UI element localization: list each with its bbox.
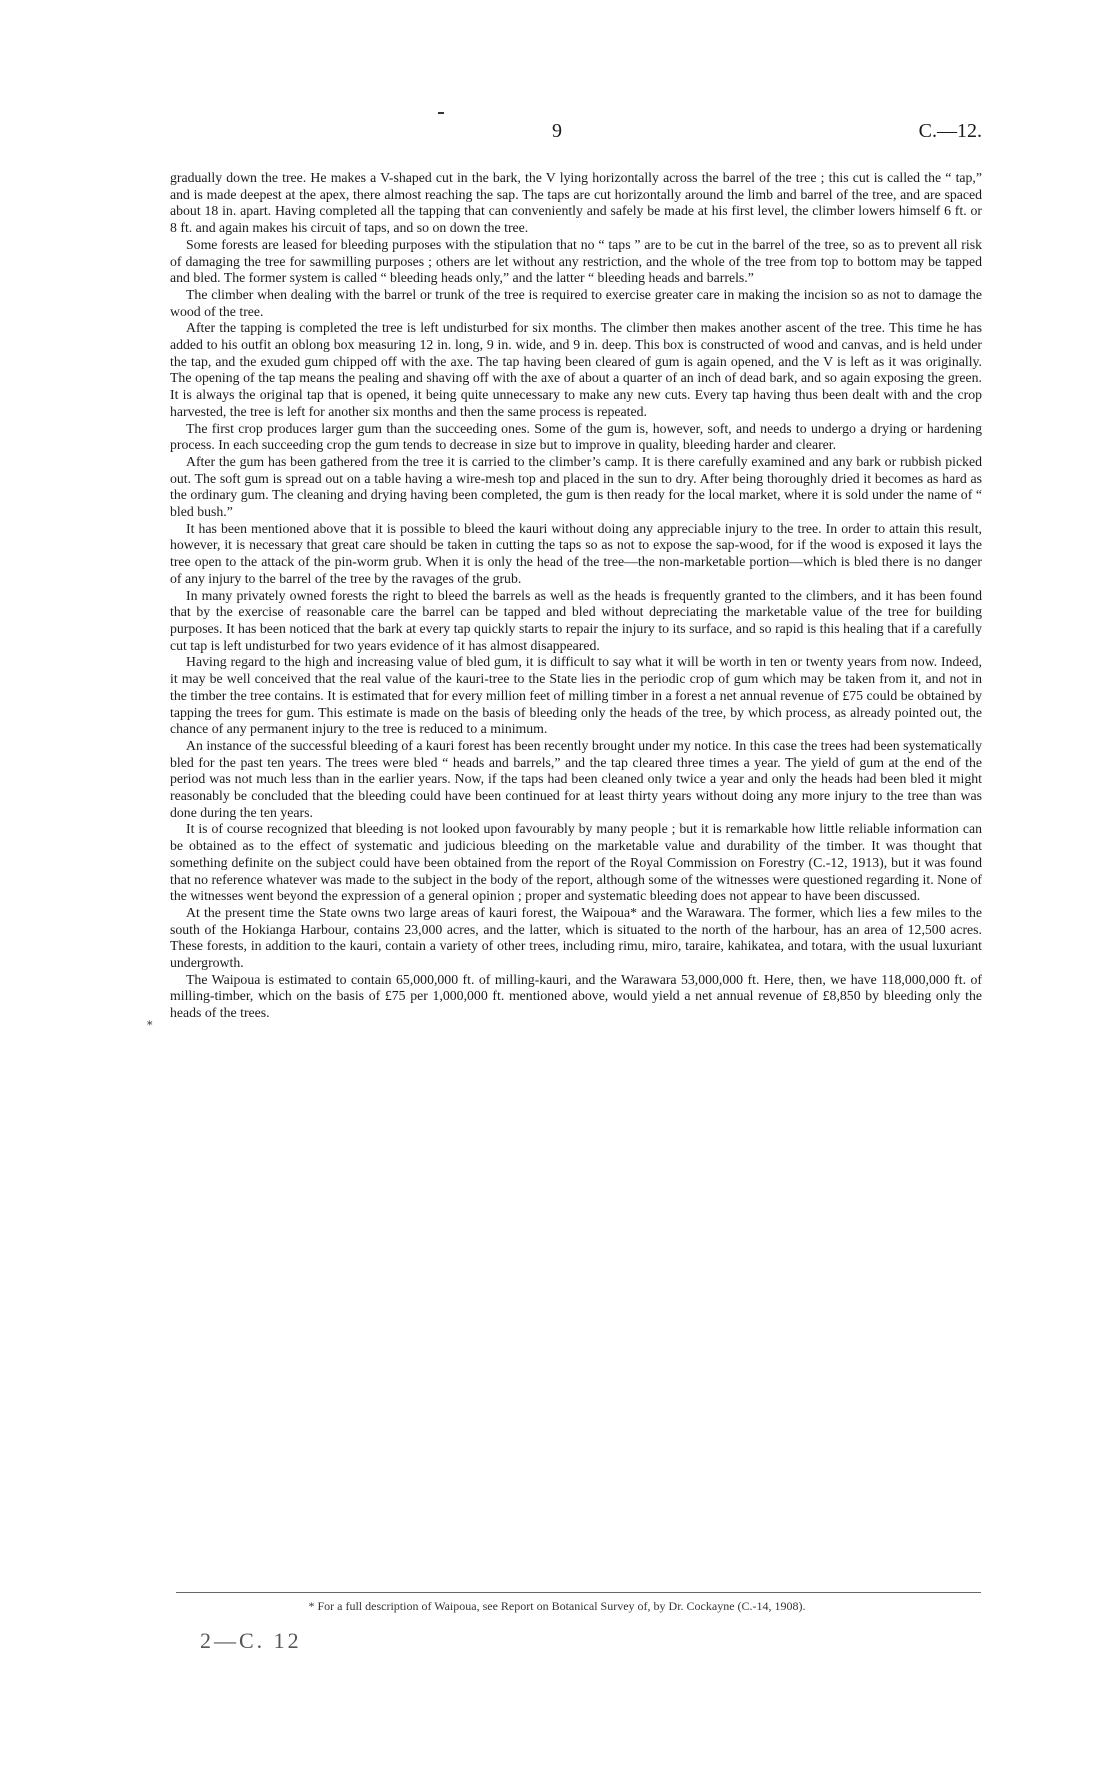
paragraph: At the present time the State owns two large areas of kauri forest, the Waipoua* and the Warawara. The former, which lies a few miles to the south of the Hokianga Harbour, contains 23,000 acres, and the latter, which is situated to the north of the harbour, has an area of 12,500 acres. These forests, in addition to the kauri, contain a variety of other trees, including rimu, miro, taraire, kahikatea, and totara, with the usual luxuriant undergrowth. [170, 904, 982, 971]
page-header [0, 120, 1114, 150]
paragraph: The Waipoua is estimated to contain 65,000,000 ft. of milling-kauri, and the Warawara 53,000,000 ft. Here, then, we have 118,000,000 ft. of milling-timber, which on the basis of £75 per 1,000,000 ft. mentioned above, would yield a net annual revenue of £8,850 by bleeding only the heads of the trees. [170, 971, 982, 1021]
stray-mark [438, 112, 444, 114]
paragraph: In many privately owned forests the right to bleed the barrels as well as the heads is frequently granted to the climbers, and it has been found that by the exercise of reasonable care the barrel can be tapped and bled without depreciating the marketable value of the tree for building purposes. It has been noticed that the bark at every tap quickly starts to repair the injury to its surface, and so rapid is this healing that if a carefully cut tap is left undisturbed for two years evidence of it has almost disappeared. [170, 587, 982, 653]
body-text [170, 170, 982, 1022]
page-number: 9 [552, 120, 562, 142]
paragraph: Having regard to the high and increasing value of bled gum, it is difficult to say what it will be worth in ten or twenty years from now. Indeed, it may be well conceived that the real value of the kauri-tree to the State lies in the periodic crop of gum which may be taken from it, and not in the timber the tree contains. It is estimated that for every million feet of milling timber in a forest a net annual revenue of £75 could be obtained by tapping the trees for gum. This estimate is made on the basis of bleeding only the heads of the tree, by which process, as already pointed out, the chance of any permanent injury to the tree is reduced to a minimum. [170, 654, 982, 737]
paragraph: It has been mentioned above that it is possible to bleed the kauri without doing any appreciable injury to the tree. In order to attain this result, however, it is necessary that great care should be taken in cutting the taps so as not to expose the sap-wood, for if the wood is exposed it lays the tree open to the attack of the pin-worm grub. When it is only the head of the tree—the non-marketable portion—which is bled there is no danger of any injury to the barrel of the tree by the ravages of the grub. [170, 520, 982, 586]
paragraph: It is of course recognized that bleeding is not looked upon favourably by many people ; but it is remarkable how little reliable information can be obtained as to the effect of systematic and judicious bleeding on the marketable value and durability of the timber. It was thought that something definite on the subject could have been obtained from the report of the Royal Commission on Forestry (C.-12, 1913), but it was found that no reference whatever was made to the subject in the body of the report, although some of the witnesses were questioned regarding it. None of the witnesses went beyond the expression of a general opinion ; proper and systematic bleeding does not appear to have been discussed. [170, 821, 982, 904]
paragraph: Some forests are leased for bleeding purposes with the stipulation that no “ taps ” are to be cut in the barrel of the tree, so as to prevent all risk of damaging the tree for sawmilling purposes ; others are let without any restriction, and the whole of the tree from top to bottom may be tapped and bled. The former system is called “ bleeding heads only,” and the latter “ bleeding heads and barrels.” [170, 236, 982, 286]
paragraph: After the gum has been gathered from the tree it is carried to the climber’s camp. It is there carefully examined and any bark or rubbish picked out. The soft gum is spread out on a table having a wire-mesh top and placed in the sun to dry. After being thoroughly dried it becomes as hard as the ordinary gum. The cleaning and drying having been completed, the gum is then ready for the local market, where it is sold under the name of “ bled bush.” [170, 453, 982, 520]
paragraph: gradually down the tree. He makes a V-shaped cut in the bark, the V lying horizontally across the barrel of the tree ; this cut is called the “ tap,” and is made deepest at the apex, there almost reaching the sap. The taps are cut horizontally around the limb and barrel of the tree, and are spaced about 18 in. apart. Having completed all the tapping that can conveniently and safely be made at his first level, the climber lowers himself 6 ft. or 8 ft. and again makes his circuit of taps, and so on down the tree. [170, 170, 982, 236]
footnote: * For a full description of Waipoua, see Report on Botanical Survey of, by Dr. Cockayne (C.-14, 1908). [308, 1599, 806, 1613]
footnote-divider [176, 1592, 981, 1593]
paragraph: An instance of the successful bleeding of a kauri forest has been recently brought under my notice. In this case the trees had been systematically bled for the past ten years. The trees were bled “ heads and barrels,” and the tap cleared three times a year. The yield of gum at the end of the period was not much less than in the earlier years. Now, if the taps had been cleaned only twice a year and only the heads had been bled it might reasonably be concluded that the bleeding could have been continued for at least thirty years without doing any more injury to the tree than was done during the ten years. [170, 737, 982, 820]
signature-mark: 2—C. 12 [200, 1628, 302, 1653]
document-reference: C.—12. [918, 120, 982, 142]
margin-mark-icon: ⁎ [147, 1016, 153, 1028]
paragraph: The first crop produces larger gum than the succeeding ones. Some of the gum is, however, soft, and needs to undergo a drying or hardening process. In each succeeding crop the gum tends to decrease in size but to improve in quality, bleeding harder and clearer. [170, 420, 982, 453]
paragraph: The climber when dealing with the barrel or trunk of the tree is required to exercise greater care in making the incision so as not to damage the wood of the tree. [170, 286, 982, 319]
paragraph: After the tapping is completed the tree is left undisturbed for six months. The climber then makes another ascent of the tree. This time he has added to his outfit an oblong box measuring 12 in. long, 9 in. wide, and 9 in. deep. This box is constructed of wood and canvas, and is held under the tap, and the exuded gum chipped off with the axe. The tap having been cleared of gum is again opened, and the V is left as it was originally. The opening of the tap means the pealing and shaving off with the axe of about a quarter of an inch of dead bark, and so again exposing the green. It is always the original tap that is opened, it being quite unnecessary to make any new cuts. Every tap having thus been dealt with and the crop harvested, the tree is left for another six months and then the same process is repeated. [170, 320, 982, 419]
